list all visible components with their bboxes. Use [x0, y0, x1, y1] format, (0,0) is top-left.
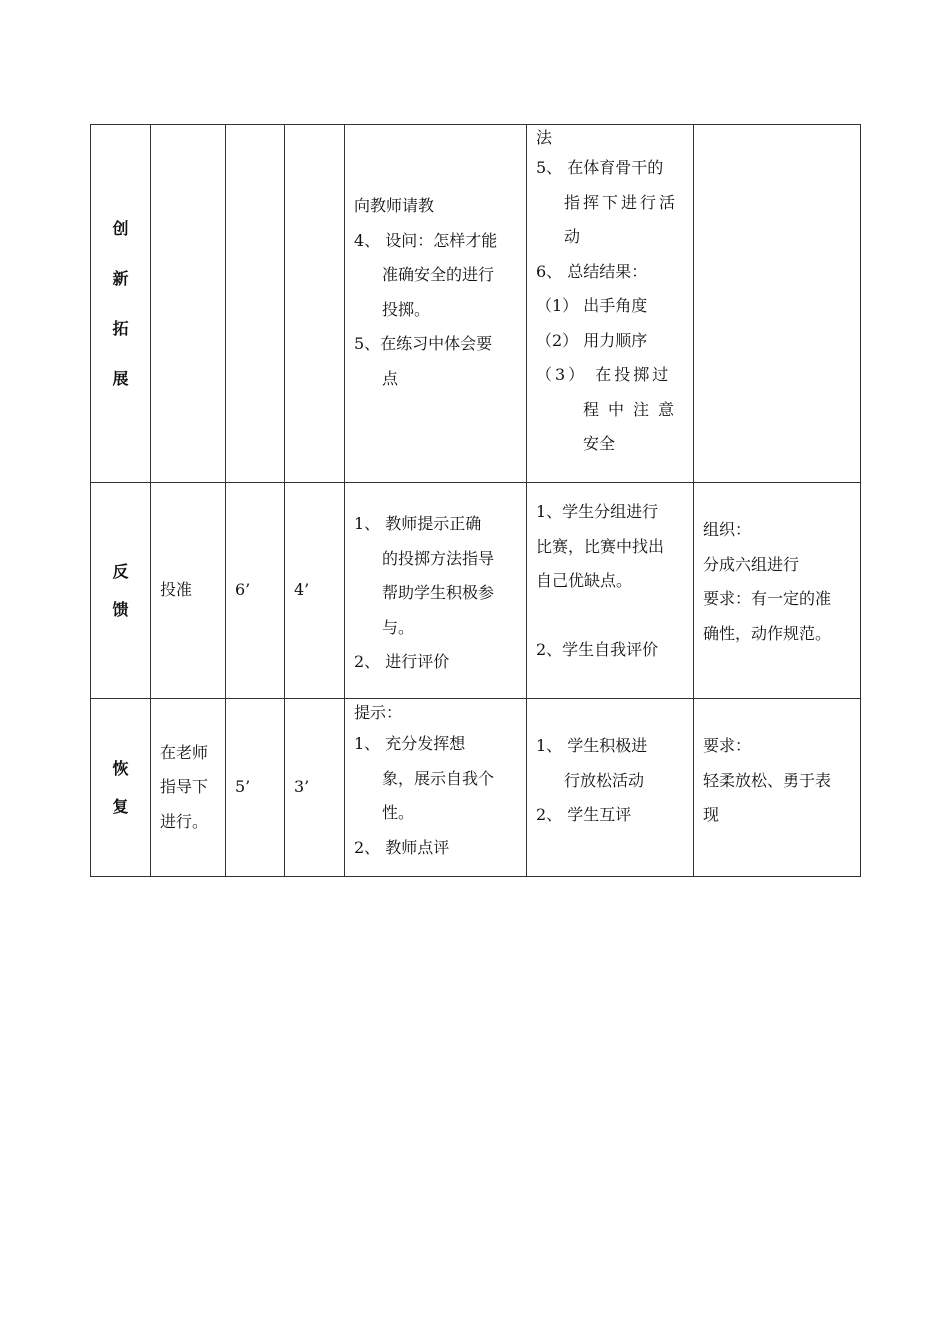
- text-line: 程中注意: [583, 399, 684, 419]
- text-line: 与。: [382, 617, 415, 637]
- text-line: 确性，动作规范。: [703, 623, 832, 643]
- text-line: 5、 在体育骨干的: [536, 158, 664, 177]
- text-line: 组织：: [703, 520, 752, 539]
- text-line: 轻柔放松、勇于表: [703, 770, 832, 790]
- time-cell: 5’: [226, 699, 285, 877]
- text-line: 行放松活动: [564, 770, 645, 790]
- text-line: 的投掷方法指导: [382, 548, 495, 568]
- time-cell: 6’: [226, 483, 285, 699]
- text-line: 指挥下进行活: [564, 192, 679, 212]
- organization-cell: [694, 483, 861, 699]
- text-line: 点: [382, 368, 399, 388]
- table-row: [91, 699, 861, 877]
- frequency-cell: 3’: [285, 699, 345, 877]
- text-line: 向教师请教: [354, 196, 435, 215]
- text-line: 2、学生自我评价: [536, 640, 659, 659]
- text-line: 动: [564, 227, 581, 246]
- teacher-activity-cell: [345, 125, 527, 483]
- text-line: 6、 总结结果：: [536, 261, 648, 281]
- text-line: 自己优缺点。: [536, 571, 633, 590]
- text-line: [536, 599, 687, 634]
- student-activity-cell: [527, 125, 694, 483]
- text-line: （3） 在投掷过: [536, 365, 672, 384]
- student-activity-cell: [527, 699, 694, 877]
- stage-cell: 反 馈: [91, 483, 151, 699]
- text-line: 安全: [583, 434, 616, 453]
- text-line: 2、 教师点评: [354, 837, 450, 857]
- time-cell: [226, 125, 285, 483]
- teacher-activity-cell: [345, 699, 527, 877]
- text-line: 4、 设问：怎样才能: [354, 230, 498, 250]
- table-row: [91, 483, 861, 699]
- text-line: 性。: [382, 803, 415, 822]
- text-line: 法: [536, 128, 553, 147]
- content-cell: 在老师 指导下 进行。: [151, 699, 226, 877]
- text-line: 1、学生分组进行: [536, 502, 659, 521]
- text-line: 2、 学生互评: [536, 805, 632, 824]
- stage-cell: 创 新 拓 展: [91, 125, 151, 483]
- text-line: 要求：: [703, 736, 752, 755]
- text-line: 帮助学生积极参: [382, 583, 495, 602]
- teacher-activity-cell: [345, 483, 527, 699]
- text-line: 现: [703, 805, 720, 824]
- lesson-plan-table: [90, 124, 861, 877]
- text-line: 要求：有一定的准: [703, 589, 832, 608]
- text-line: （1） 出手角度: [536, 296, 648, 315]
- frequency-cell: 4’: [285, 483, 345, 699]
- text-line: （2） 用力顺序: [536, 330, 648, 350]
- frequency-cell: [285, 125, 345, 483]
- text-line: 比赛，比赛中找出: [536, 536, 665, 556]
- text-line: 提示：: [354, 703, 403, 722]
- text-line: 投掷。: [382, 299, 431, 319]
- stage-cell: 恢 复: [91, 699, 151, 877]
- content-cell: 投准: [151, 483, 226, 699]
- content-cell: [151, 125, 226, 483]
- text-line: 分成六组进行: [703, 554, 800, 574]
- text-line: 1、 教师提示正确: [354, 514, 482, 533]
- text-line: 象，展示自我个: [382, 768, 495, 788]
- text-line: 1、 学生积极进: [536, 736, 648, 755]
- text-line: 2、 进行评价: [354, 652, 450, 671]
- table-row: [91, 125, 861, 483]
- text-line: 5、在练习中体会要: [354, 334, 493, 353]
- text-line: 准确安全的进行: [382, 265, 495, 284]
- student-activity-cell: [527, 483, 694, 699]
- text-line: 1、 充分发挥想: [354, 734, 466, 753]
- organization-cell: [694, 699, 861, 877]
- organization-cell: [694, 125, 861, 483]
